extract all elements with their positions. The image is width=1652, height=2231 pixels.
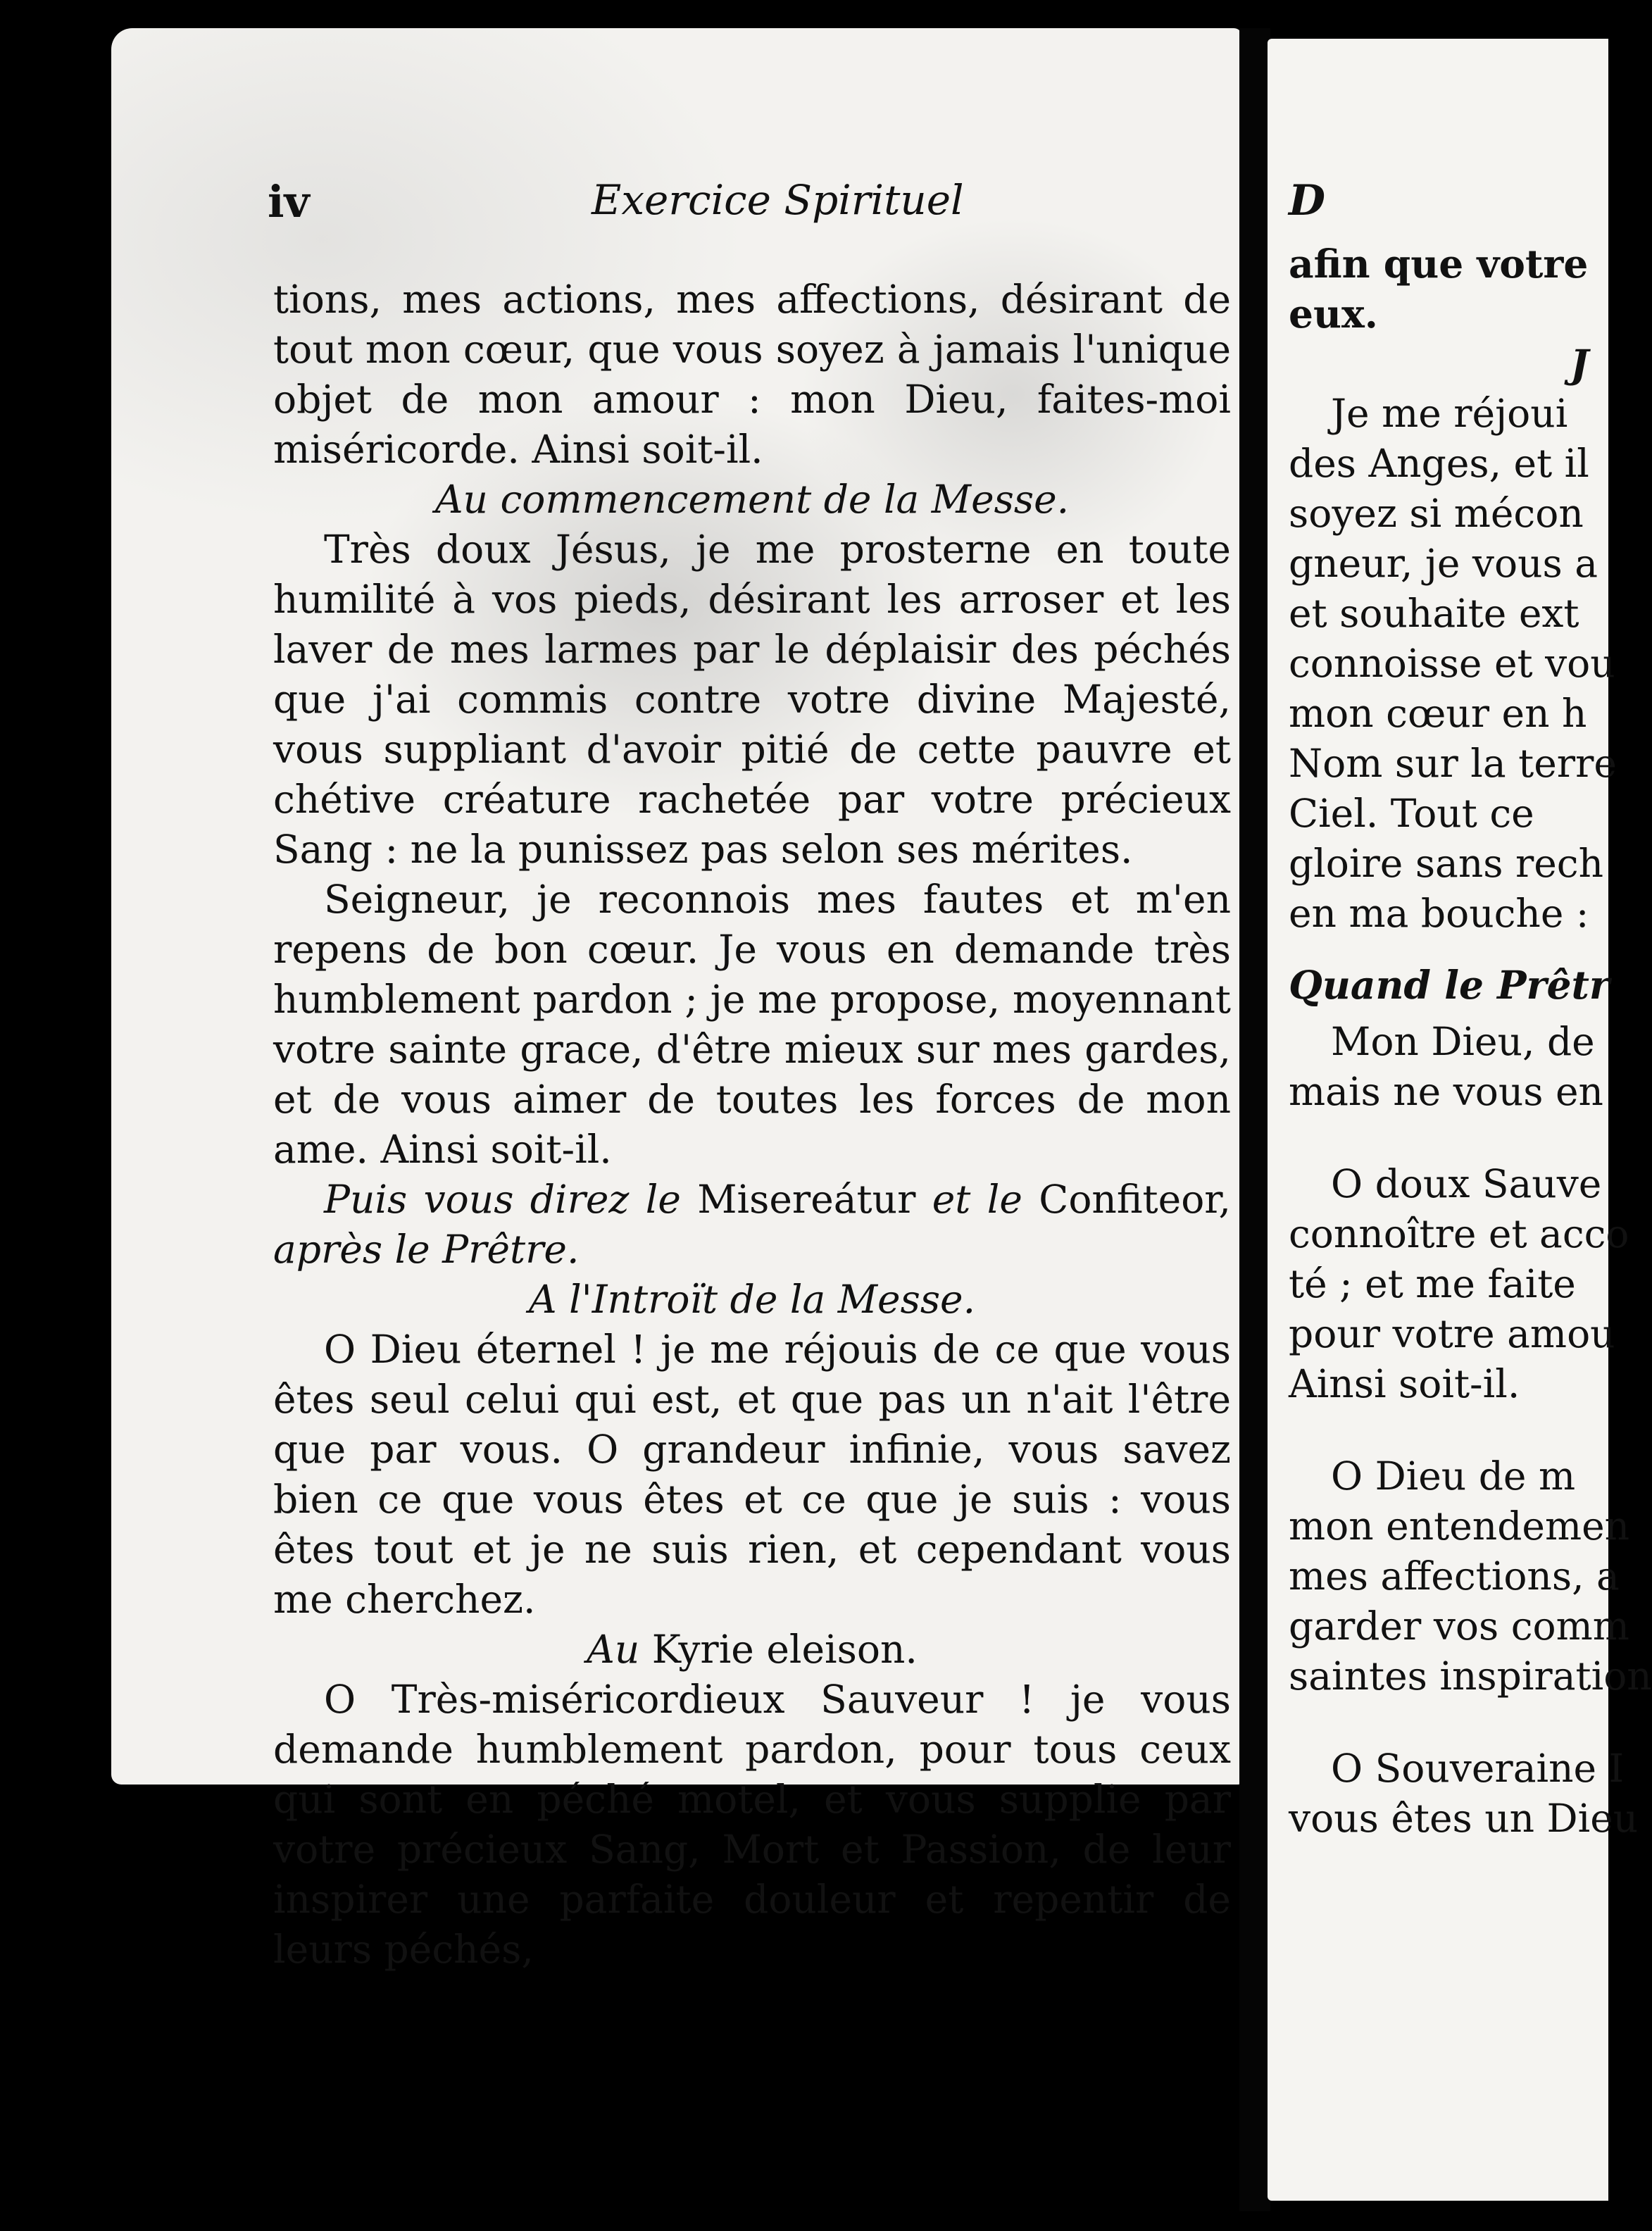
paragraph-continuation: tions, mes actions, mes affections, désirant de tout mon cœur, que vous soyez à jamais l'unique objet de mon amour : mon Dieu, faites-moi miséricorde. Ainsi soit-il. — [273, 277, 1231, 472]
paragraph-kyrie-prayer: O Très-miséricordieux Sauveur ! je vous demande humblement pardon, pour tous ceux qui sont en péché motel, et vous supplie par votre précieux Sang, Mort et Passion, de leur inspirer une parfaite douleur et repentir de leurs péchés, — [273, 1677, 1231, 1972]
text-line: Mon Dieu, de — [1331, 1019, 1595, 1064]
text-line: mon cœur en h — [1289, 691, 1587, 736]
text-line: Je me réjoui — [1331, 391, 1568, 436]
text-line: eux. — [1289, 291, 1378, 337]
text-line: té ; et me faite — [1289, 1261, 1576, 1306]
section-heading-kyrie — [273, 1625, 1231, 1675]
running-title: Exercice Spirituel — [592, 176, 964, 224]
rubric-part: et le — [932, 1177, 1022, 1222]
paragraph-introit-prayer: O Dieu éternel ! je me réjouis de ce que vous êtes seul celui qui est, et que pas un n'ait l'être que par vous. O grandeur infinie, vous savez bien ce que vous êtes et ce que je suis : vous êtes tout et je ne suis rien, et cependant vous me cherchez. — [273, 1327, 1231, 1622]
text-line: saintes inspiration — [1289, 1654, 1652, 1699]
rubric-latin-term: Misereátur — [697, 1177, 916, 1222]
book-gutter — [1239, 28, 1270, 2211]
text-line: Nom sur la terre — [1289, 741, 1617, 786]
paragraph-confession-prayer: Seigneur, je reconnois mes fautes et m'en repens de bon cœur. Je vous en demande très humblement pardon ; je me propose, moyennant votre sainte grace, d'être mieux sur mes gardes, et de vous aimer de toutes les forces de mon ame. Ainsi soit-il. — [273, 877, 1231, 1172]
section-heading-introit: A l'Introït de la Messe. — [528, 1277, 976, 1322]
text-line: vous êtes un Dieu — [1289, 1796, 1639, 1841]
text-line: des Anges, et il — [1289, 441, 1589, 486]
right-running-head: D — [1289, 176, 1326, 225]
left-text-column — [273, 275, 1231, 1975]
text-line: mon entendemen — [1289, 1504, 1630, 1549]
text-line: afin que votre — [1289, 241, 1589, 287]
section-heading-mass-start: Au commencement de la Messe. — [434, 477, 1070, 522]
section-heading: Quand le Prêtr — [1289, 962, 1610, 1008]
text-line: gneur, je vous a — [1289, 541, 1598, 586]
heading-latin-term: Kyrie eleison. — [651, 1627, 918, 1672]
text-line: en ma bouche : — [1289, 891, 1589, 936]
text-line: connoisse et vou — [1289, 641, 1615, 686]
text-line: gloire sans rech — [1289, 841, 1604, 886]
rubric-latin-term: Confiteor, — [1039, 1177, 1232, 1222]
text-line: et souhaite ext — [1289, 591, 1579, 636]
page-number: iv — [268, 176, 310, 227]
text-line: mes affections, a — [1289, 1554, 1620, 1599]
text-line: O doux Sauve — [1331, 1161, 1602, 1206]
section-heading: J — [1570, 341, 1589, 387]
text-line: O Souveraine I — [1331, 1746, 1625, 1791]
text-line: connoître et acco — [1289, 1211, 1629, 1256]
text-line: pour votre amou — [1289, 1311, 1615, 1356]
rubric-part: Puis vous direz le — [324, 1177, 681, 1222]
text-line: soyez si mécon — [1289, 491, 1584, 536]
rubric-part: après le Prêtre. — [273, 1227, 580, 1272]
right-text-column — [1289, 176, 1652, 1844]
running-head — [268, 176, 1218, 232]
text-line: garder vos comm — [1289, 1604, 1629, 1649]
text-line: Ainsi soit-il. — [1289, 1361, 1520, 1406]
text-line: O Dieu de m — [1331, 1454, 1576, 1499]
text-line: mais ne vous en — [1289, 1069, 1603, 1114]
paragraph-prostration-prayer: Très doux Jésus, je me prosterne en toute humilité à vos pieds, désirant les arroser et les laver de mes larmes par le déplaisir des péchés que j'ai commis contre votre divine Majesté, vous suppliant d'avoir pitié de cette pauvre et chétive créature rachetée par votre précieux Sang : ne la punissez pas selon ses mérites. — [273, 527, 1231, 872]
heading-part: Au — [587, 1627, 640, 1672]
rubric-instruction — [273, 1175, 1231, 1275]
text-line: Ciel. Tout ce — [1289, 791, 1534, 836]
